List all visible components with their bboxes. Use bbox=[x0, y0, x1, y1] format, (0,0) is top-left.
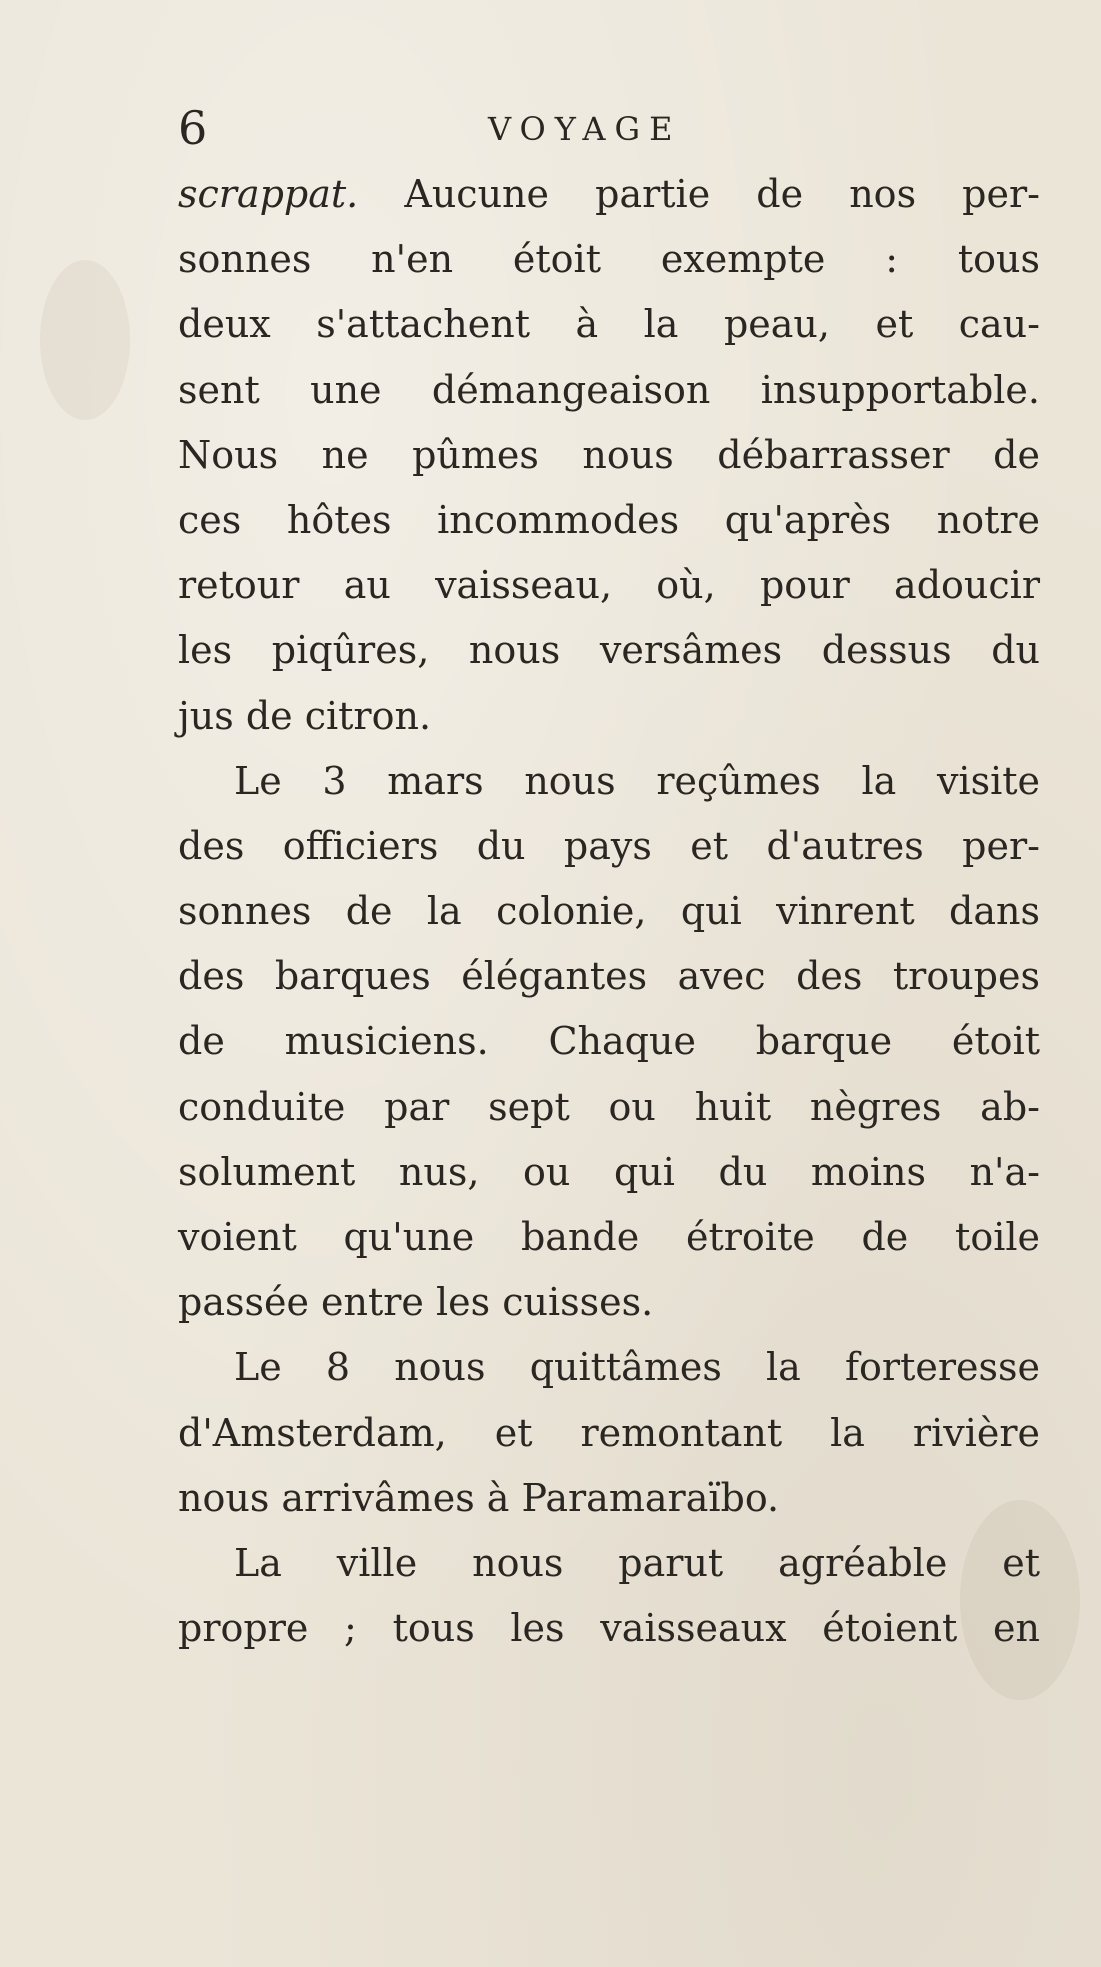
text-line: nous arrivâmes à Paramaraïbo. bbox=[178, 1475, 780, 1520]
text-line: les piqûres, nous versâmes dessus du bbox=[178, 628, 1040, 673]
text-line: ces hôtes incommodes qu'après notre bbox=[178, 497, 1040, 542]
paragraph-first-line: Le 3 mars nous reçûmes la visite bbox=[234, 758, 1040, 803]
running-title: VOYAGE bbox=[488, 110, 682, 148]
text-line: deux s'attachent à la peau, et cau- bbox=[178, 302, 1040, 347]
text-line: des barques élégantes avec des troupes bbox=[178, 954, 1040, 999]
text-line: des officiers du pays et d'autres per- bbox=[178, 823, 1040, 868]
text-line: voient qu'une bande étroite de toile bbox=[178, 1215, 1040, 1259]
body-text bbox=[178, 162, 1040, 1661]
text-line: Nous ne pûmes nous débarrasser de bbox=[178, 432, 1040, 477]
paper-stain bbox=[40, 260, 130, 420]
paragraph-first-line: La ville nous parut agréable et bbox=[234, 1540, 1040, 1585]
italic-word: scrappat. bbox=[178, 172, 359, 216]
page-number: 6 bbox=[178, 101, 208, 155]
text-line: propre ; tous les vaisseaux étoient en bbox=[178, 1606, 1040, 1651]
text-line: solument nus, ou qui du moins n'a- bbox=[178, 1149, 1040, 1194]
paragraph-first-line: Le 8 nous quittâmes la forteresse bbox=[234, 1345, 1040, 1390]
text-line: conduite par sept ou huit nègres ab- bbox=[178, 1084, 1040, 1129]
text-line: sonnes de la colonie, qui vinrent dans bbox=[178, 889, 1040, 934]
text-line: scrappat. Aucune partie de nos per- bbox=[178, 172, 1040, 216]
text-line: sonnes n'en étoit exempte : tous bbox=[178, 237, 1040, 282]
text-line: jus de citron. bbox=[178, 693, 432, 738]
text-line: retour au vaisseau, où, pour adoucir bbox=[178, 563, 1040, 608]
text-line: de musiciens. Chaque barque étoit bbox=[178, 1019, 1040, 1064]
text-line: d'Amsterdam, et remontant la rivière bbox=[178, 1410, 1040, 1455]
text-line: sent une démangeaison insupportable. bbox=[178, 367, 1040, 412]
page-header bbox=[178, 98, 1038, 158]
text-line: passée entre les cuisses. bbox=[178, 1280, 654, 1325]
